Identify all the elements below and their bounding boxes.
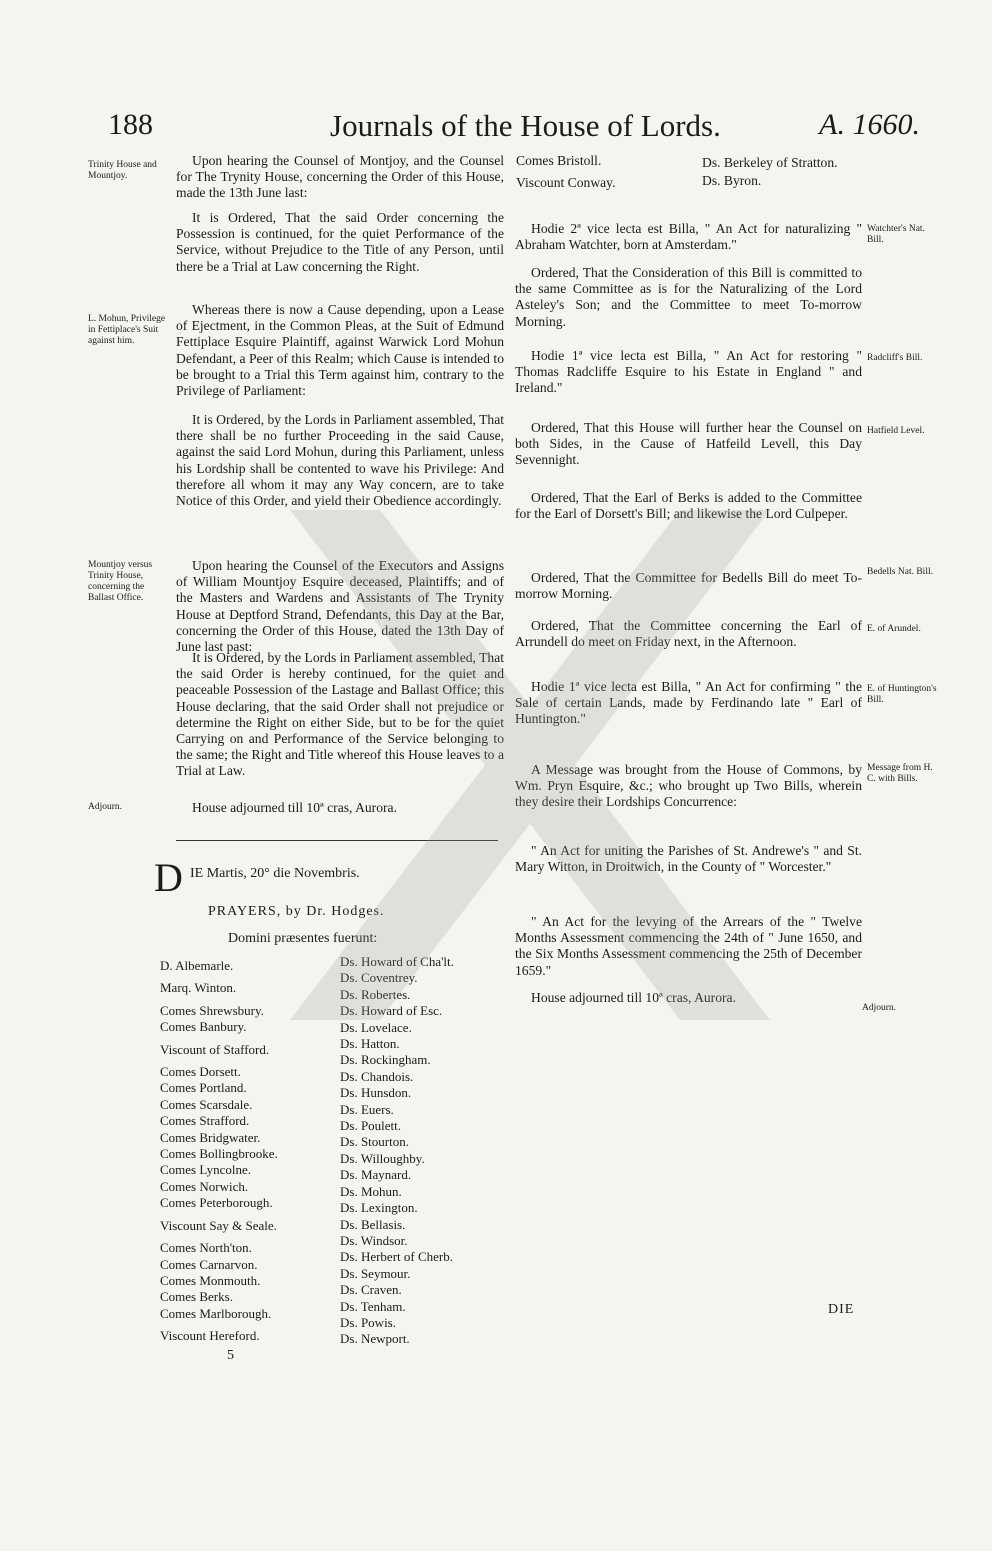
lord-entry: Ds. Herbert of Cherb. (340, 1249, 453, 1265)
lord-entry: Comes Bollingbrooke. (160, 1146, 278, 1162)
lord-entry: Ds. Bellasis. (340, 1216, 406, 1232)
lord-entry: Comes Scarsdale. (160, 1096, 253, 1112)
paragraph-text: Ordered, That the Committee concerning the Earl of Arrundell do meet on Friday next, in the Afternoon. (515, 618, 862, 650)
lord-entry: Ds. Euers. (340, 1101, 394, 1117)
lord-entry: Viscount Say & Seale. (160, 1217, 277, 1233)
margin-note: L. Mohun, Privilege in Fettiplace's Suit against him. (88, 314, 166, 346)
page-title: Journals of the House of Lords. (330, 108, 721, 143)
lord-entry: Comes Shrewsbury. (160, 1002, 264, 1018)
page-year: A. 1660. (819, 108, 920, 141)
lord-entry: Ds. Howard of Cha'lt. (340, 954, 454, 969)
paragraph-text: Upon hearing the Counsel of the Executors and Assigns of William Mountjoy Esquire deceased, Plaintiffs; and of the Masters and Wardens and Assistants of The Trynity House at Deptford Strand, Defendants, this Day at the Bar, concerning the Order of this House, dated the 13th Day of June last past: (176, 558, 504, 655)
page-number: 188 (108, 108, 153, 141)
lord-entry: Comes Banbury. (160, 1019, 247, 1035)
adjourn-line (176, 800, 504, 816)
paragraph-text: Hodie 2ª vice lecta est Billa, " An Act for naturalizing " Abraham Watchter, born at Amsterdam." (515, 221, 862, 253)
lord-entry: Ds. Windsor. (340, 1232, 408, 1248)
lord-entry: Comes Strafford. (160, 1113, 250, 1129)
lord-entry: Comes Lyncolne. (160, 1162, 251, 1178)
margin-note: Adjourn. (88, 802, 123, 812)
lord-entry: Ds. Seymour. (340, 1265, 411, 1281)
order-paragraph (515, 618, 862, 650)
paragraph-text: Ordered, That the Committee for Bedells Bill do meet To-morrow Morning. (515, 570, 862, 602)
bill-reading (515, 679, 862, 728)
margin-note: Hatfield Level. (867, 426, 925, 436)
lord-entry: Ds. Coventrey. (340, 970, 418, 986)
lord-entry: Ds. Stourton. (340, 1134, 409, 1150)
signature-mark: 5 (227, 1348, 234, 1363)
paragraph-text: Upon hearing the Counsel of Montjoy, and the Counsel for The Trynity House, concerning the Order of this House, made the 13th June last: (176, 153, 504, 201)
margin-note: Mountjoy versus Trinity House, concerning the Ballast Office. (88, 560, 153, 603)
paragraph-text: It is Ordered, That the said Order concerning the Possession is continued, for the quiet Performance of the Service, without Prejudice to the Title of any Person, until there be a Trial at Law concerning the Right. (176, 210, 504, 274)
order-paragraph (515, 420, 862, 469)
margin-note: Radcliff's Bill. (867, 353, 923, 363)
paragraph-text: A Message was brought from the House of Commons, by Wm. Pryn Esquire, &c.; who brought up Two Bills, wherein they desire their Lordships Concurrence: (515, 762, 862, 810)
catchword: DIE (828, 1302, 855, 1317)
lord-entry: Comes North'ton. (160, 1240, 252, 1256)
bill-reading (515, 221, 862, 253)
lord-entry: Ds. Tenham. (340, 1298, 406, 1314)
paragraph-text: " An Act for uniting the Parishes of St. Andrewe's " and St. Mary Witton, in Droitwich, in the County of " Worcester." (515, 843, 862, 875)
paragraph-text: Hodie 1ª vice lecta est Billa, " An Act for restoring " Thomas Radcliffe Esquire to his Estate in England " and Ireland." (515, 348, 862, 396)
paragraph-text: It is Ordered, by the Lords in Parliament assembled, That the said Order is hereby continued, for the quiet and peaceable Possession of the Lastage and Ballast Office; this House declaring, that the said Order shall not prejudice or determine the Right on either Side, but to be for the quiet Carrying on and Performance of the Service belonging to the same; the Right and Title whereof this House leaves to a Trial at Law. (176, 650, 504, 779)
lord-entry: Ds. Mohun. (340, 1183, 402, 1199)
paragraph-text: It is Ordered, by the Lords in Parliament assembled, That there shall be no further Proceeding in the said Cause, against the said Lord Mohun, during this Parliament, unless his Lordship shall be contented to wave his Privilege: And therefore all whom it may any Way concern, are to take Notice of this Order, and yield their Obedience accordingly. (176, 412, 504, 509)
lord-entry: Comes Berks. (160, 1289, 233, 1305)
bill-title (515, 914, 862, 979)
order-paragraph (176, 210, 504, 275)
lords-list-left (160, 958, 340, 1345)
lord-entry: Ds. Howard of Esc. (340, 1003, 443, 1019)
drop-cap: D (154, 855, 183, 900)
lord-entry: Comes Dorsett. (160, 1064, 241, 1080)
lord-entry: Comes Carnarvon. (160, 1256, 258, 1272)
lord-entry: Ds. Willoughby. (340, 1150, 425, 1166)
lord-entry: Comes Monmouth. (160, 1272, 261, 1288)
bill-title (515, 843, 862, 875)
lord-entry: Ds. Newport. (340, 1331, 410, 1347)
order-paragraph (515, 570, 862, 602)
entry-paragraph (176, 153, 504, 202)
lord-entry: Comes Peterborough. (160, 1195, 273, 1211)
domini-line: Domini præsentes fuerunt: (228, 931, 378, 946)
lords-list-middle (340, 954, 510, 1348)
paragraph-text: House adjourned till 10ª cras, Aurora. (192, 800, 397, 815)
lord-entry: Viscount Hereford. (160, 1328, 260, 1344)
lord-entry: Marq. Winton. (160, 980, 237, 996)
adjourn-line (515, 990, 862, 1006)
lord-entry: Comes Bristoll. (516, 153, 602, 168)
margin-note: Watchter's Nat. Bill. (867, 224, 925, 245)
order-paragraph (176, 650, 504, 780)
entry-paragraph (176, 558, 504, 655)
paragraph-text: House adjourned till 10ª cras, Aurora. (531, 990, 736, 1005)
paragraph-text: Ordered, That the Earl of Berks is added to the Committee for the Earl of Dorsett's Bill; and likewise the Lord Culpeper. (515, 490, 862, 522)
paragraph-text: Hodie 1ª vice lecta est Billa, " An Act for confirming " the Sale of certain Lands, made by Ferdinando late " Earl of Huntington." (515, 679, 862, 727)
lord-entry: Ds. Byron. (702, 173, 762, 188)
message-paragraph (515, 762, 862, 811)
paragraph-text: Ordered, That the Consideration of this Bill is committed to the same Committee as is for the Naturalizing of the Lord Asteley's Son; and the Committee to meet To-morrow Morning. (515, 265, 862, 329)
margin-note: Adjourn. (862, 1003, 897, 1013)
section-divider (176, 840, 498, 841)
paragraph-text: Ordered, That this House will further hear the Counsel on both Sides, in the Cause of Hatfeild Levell, this Day Sevennight. (515, 420, 862, 468)
lord-entry: Ds. Robertes. (340, 986, 411, 1002)
entry-paragraph (176, 302, 504, 399)
lord-entry: Comes Portland. (160, 1080, 247, 1096)
lord-entry: Ds. Craven. (340, 1282, 402, 1298)
lord-entry: Ds. Berkeley of Stratton. (702, 155, 838, 170)
lord-entry: Ds. Hatton. (340, 1036, 400, 1052)
day-heading (154, 855, 494, 900)
order-paragraph (515, 490, 862, 522)
lord-entry: Comes Norwich. (160, 1178, 249, 1194)
lord-entry: Ds. Poulett. (340, 1118, 402, 1134)
bill-reading (515, 348, 862, 397)
page-header (100, 108, 920, 148)
lord-entry: Ds. Hunsdon. (340, 1085, 412, 1101)
lord-entry: Ds. Powis. (340, 1314, 396, 1330)
margin-note: Trinity House and Mountjoy. (88, 160, 157, 181)
order-paragraph (515, 265, 862, 330)
lord-entry: D. Albemarle. (160, 958, 234, 973)
day-heading-text: IE Martis, 20° die Novembris. (190, 866, 360, 881)
lord-entry: Ds. Rockingham. (340, 1052, 431, 1068)
lord-entry: Ds. Lexington. (340, 1200, 418, 1216)
lord-entry: Viscount Conway. (516, 175, 616, 190)
lord-entry: Ds. Lovelace. (340, 1019, 412, 1035)
margin-note: Message from H. C. with Bills. (867, 763, 933, 784)
lord-entry: Viscount of Stafford. (160, 1041, 270, 1057)
paragraph-text: " An Act for the levying of the Arrears of the " Twelve Months Assessment commencing the 24th of " June 1650, and the Six Months Assessment commencing the 25th of December 1659." (515, 914, 862, 978)
lord-entry: Ds. Chandois. (340, 1068, 414, 1084)
lord-entry: Comes Marlborough. (160, 1305, 272, 1321)
margin-note: Bedells Nat. Bill. (867, 567, 933, 577)
order-paragraph (176, 412, 504, 509)
paragraph-text: Whereas there is now a Cause depending, upon a Lease of Ejectment, in the Common Pleas, at the Suit of Edmund Fettiplace Esquire Plaintiff, against Warwick Lord Mohun Defendant, a Peer of this Realm; which Cause is intended to be brought to a Trial this Term against him, contrary to the Privilege of Parliament: (176, 302, 504, 399)
lord-entry: Comes Bridgwater. (160, 1129, 261, 1145)
margin-note: E. of Arundel. (867, 624, 921, 634)
margin-note: E. of Huntington's Bill. (867, 684, 937, 705)
lord-entry: Ds. Maynard. (340, 1167, 412, 1183)
prayers-line: PRAYERS, by Dr. Hodges. (208, 904, 385, 919)
